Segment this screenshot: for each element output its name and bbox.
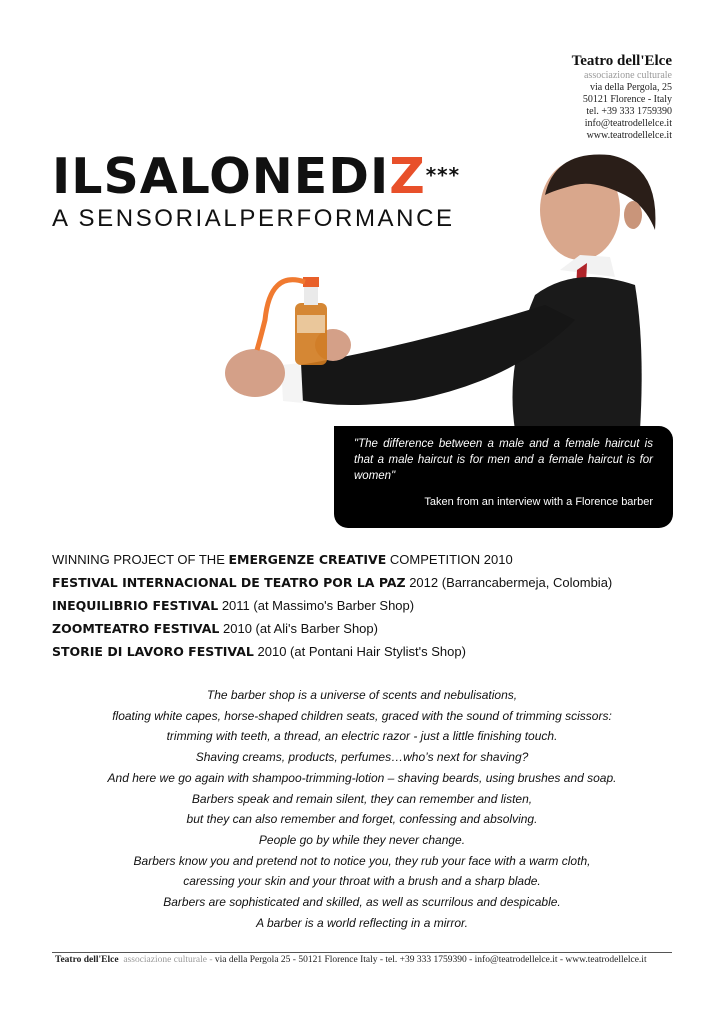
- credit-suffix: COMPETITION 2010: [386, 552, 513, 567]
- credit-row: [52, 617, 692, 640]
- poem-line: Barbers are sophisticated and skilled, as well as scurrilous and despicable.: [163, 895, 561, 910]
- org-email: info@teatrodellelce.it: [584, 118, 672, 129]
- org-website: www.teatrodellelce.it: [586, 130, 672, 141]
- poem-line: Shaving creams, products, perfumes…who’s next for shaving?: [195, 750, 529, 765]
- org-address-line-2: 50121 Florence - Italy: [582, 94, 672, 105]
- credit-highlight: INEQUILIBRIO FESTIVAL: [52, 598, 219, 613]
- footer-contact-details: via della Pergola 25 - 50121 Florence Italy - tel. +39 333 1759390 - info@teatrodellelce.it - www.teatrodellelce.it: [214, 955, 647, 965]
- footer-org-name: Teatro dell'Elce: [55, 955, 119, 965]
- poem-line: floating white capes, horse-shaped children seats, graced with the sound of trimming scissors:: [112, 708, 612, 723]
- footer: [55, 955, 647, 965]
- org-subtitle: associazione culturale: [583, 70, 672, 81]
- credit-highlight: STORIE DI LAVORO FESTIVAL: [52, 644, 254, 659]
- credit-suffix: 2010 (at Pontani Hair Stylist's Shop): [253, 644, 466, 659]
- credit-highlight: FESTIVAL INTERNACIONAL DE TEATRO POR LA PAZ: [52, 575, 406, 590]
- credit-highlight: ZOOMTEATRO FESTIVAL: [52, 621, 220, 636]
- poem-line: Barbers know you and pretend not to notice you, they rub your face with a warm cloth,: [133, 853, 591, 868]
- title-main: ILSALONEDI: [52, 148, 390, 205]
- poem-line: trimming with teeth, a thread, an electric razor - just a little finishing touch.: [166, 729, 558, 744]
- org-name: Teatro dell'Elce: [571, 53, 672, 69]
- title-accent-letter: Z: [389, 148, 426, 205]
- credit-suffix: 2010 (at Ali's Barber Shop): [219, 621, 378, 636]
- organization-header: [572, 52, 672, 142]
- poem-line: but they can also remember and forget, confessing and absolving.: [186, 812, 538, 827]
- quote-box: [334, 426, 673, 528]
- credit-prefix: WINNING PROJECT OF THE: [52, 552, 229, 567]
- poem-line: People go by while they never change.: [258, 832, 466, 847]
- title-stars: ***: [425, 163, 461, 187]
- poem-line: The barber shop is a universe of scents and nebulisations,: [206, 688, 518, 702]
- credit-highlight: EMERGENZE CREATIVE: [228, 552, 387, 567]
- quote-text: "The difference between a male and a female haircut is that a male haircut is for men and a female haircut is for women": [354, 438, 653, 482]
- credit-suffix: 2012 (Barrancabermeja, Colombia): [405, 575, 613, 590]
- credits-list: [52, 548, 692, 663]
- org-address-line-1: via della Pergola, 25: [589, 82, 672, 93]
- poem-text: [52, 685, 672, 933]
- poem-line: And here we go again with shampoo-trimming-lotion – shaving beards, using brushes and soap.: [107, 770, 617, 785]
- credit-suffix: 2011 (at Massimo's Barber Shop): [218, 598, 415, 613]
- quote-source: Taken from an interview with a Florence barber: [424, 496, 653, 508]
- performer-photo: [215, 145, 675, 430]
- footer-org-subtitle: associazione culturale -: [123, 955, 215, 965]
- credit-row: [52, 571, 692, 594]
- org-phone: tel. +39 333 1759390: [586, 106, 672, 117]
- footer-divider: [52, 952, 672, 953]
- poem-line: A barber is a world reflecting in a mirror.: [256, 915, 468, 930]
- credit-row: [52, 594, 692, 617]
- poem-line: Barbers speak and remain silent, they can remember and listen,: [191, 791, 533, 806]
- show-subtitle: A SENSORIALPERFORMANCE: [52, 205, 455, 232]
- credit-row: [52, 640, 692, 663]
- credit-row: [52, 548, 692, 571]
- poem-line: caressing your skin and your throat with a brush and a sharp blade.: [183, 874, 541, 889]
